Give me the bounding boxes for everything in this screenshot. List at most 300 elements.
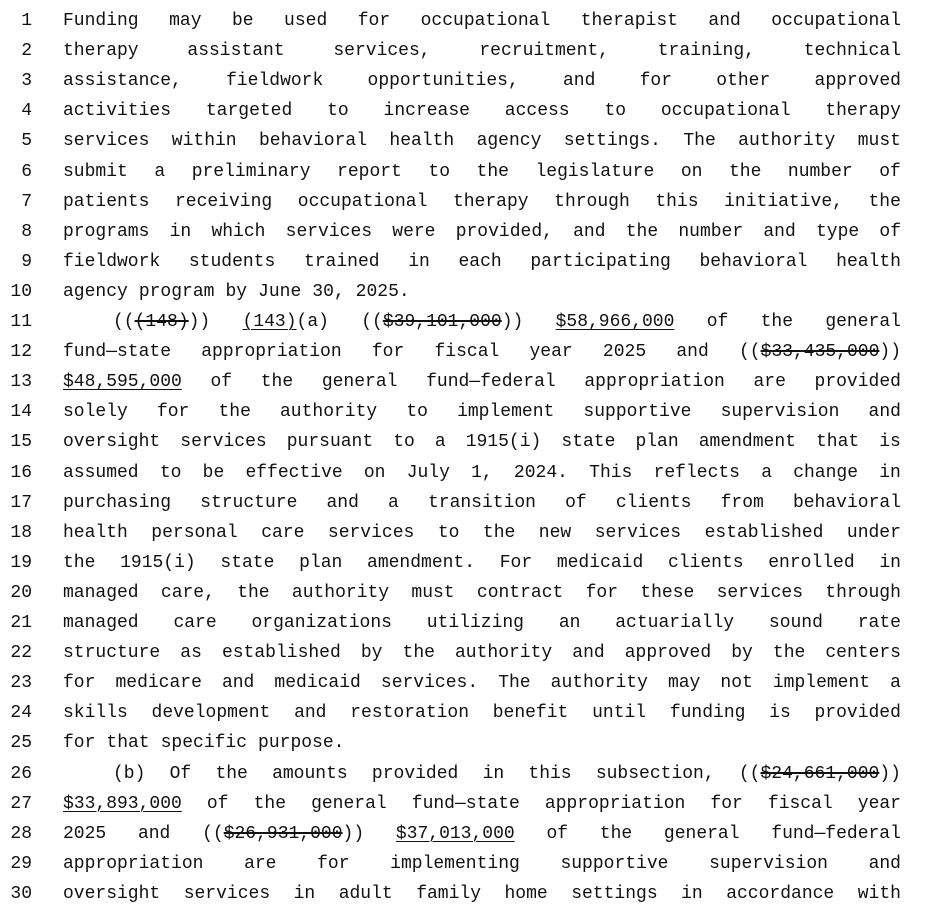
word: [272, 763, 348, 785]
word: authority: [291, 582, 390, 603]
word: for: [317, 853, 350, 874]
line-text: [113, 763, 901, 785]
word: medicare: [115, 673, 202, 694]
text-fragment: ((: [361, 312, 383, 332]
word: [63, 341, 171, 363]
word: [815, 371, 901, 393]
word: The: [683, 131, 716, 152]
word: in: [169, 221, 192, 242]
text-fragment: subsection,: [595, 763, 715, 784]
word: 1,: [471, 462, 493, 483]
line-number: 21: [10, 613, 32, 633]
word: for: [156, 402, 190, 423]
line-text: [63, 793, 901, 815]
word: fieldwork: [63, 251, 161, 272]
word: [201, 341, 341, 363]
line-number: 23: [10, 673, 32, 694]
word: patients: [63, 191, 150, 212]
line-number: 11: [10, 312, 32, 332]
word: implement: [457, 402, 555, 423]
line-number: 28: [10, 823, 32, 844]
text-fragment: of: [546, 823, 569, 844]
word: [113, 763, 145, 785]
word: amendment.: [367, 552, 476, 573]
word: under: [846, 522, 901, 543]
word: from: [720, 492, 764, 513]
word: utilizing: [426, 613, 524, 633]
word: development: [151, 703, 271, 724]
word: health: [836, 251, 901, 272]
text-fragment: the: [260, 372, 294, 393]
word: in: [408, 251, 430, 272]
word: as: [180, 643, 202, 664]
word: the: [63, 552, 96, 573]
word: occupational: [771, 11, 901, 31]
word: other: [716, 71, 771, 92]
word: structure: [200, 492, 298, 513]
line-text: [63, 371, 901, 393]
word: home: [504, 883, 548, 904]
line-number: 3: [21, 71, 32, 92]
text-fragment: the: [599, 823, 633, 844]
word: programs: [63, 221, 150, 242]
word: assistant: [187, 41, 285, 62]
word: agency: [476, 131, 542, 152]
word: in: [681, 883, 703, 904]
word: [170, 763, 192, 785]
deleted-text: $33,435,000: [760, 342, 880, 363]
document-line: [0, 431, 933, 461]
word: supportive: [583, 402, 692, 423]
word: [858, 793, 901, 815]
text-fragment: in: [482, 763, 505, 784]
word: 2025.: [355, 281, 410, 302]
word: that: [815, 432, 860, 453]
word: 2024.: [513, 462, 568, 483]
text-fragment: and: [676, 342, 709, 363]
word: benefit: [492, 703, 569, 724]
inserted-text: $48,595,000: [63, 372, 182, 393]
word: supervision: [720, 402, 840, 423]
line-text: [63, 883, 901, 905]
line-text: [63, 612, 901, 634]
document-line: [0, 161, 933, 191]
word: were: [392, 221, 436, 242]
word: [739, 341, 901, 363]
text-fragment: (a): [296, 312, 329, 332]
word: authority: [454, 643, 553, 664]
line-text: [63, 552, 901, 574]
document-line: [0, 702, 933, 732]
text-fragment: general: [663, 823, 740, 844]
line-text: [63, 130, 901, 152]
line-number: 25: [10, 733, 32, 754]
text-fragment: 2025: [63, 823, 107, 844]
word: to: [604, 101, 627, 122]
word: an: [558, 613, 581, 633]
word: July: [406, 462, 450, 483]
document-line: [0, 100, 933, 130]
word: is: [769, 703, 791, 724]
word: a: [434, 432, 446, 453]
word: medicaid: [274, 673, 361, 694]
text-fragment: and: [137, 823, 171, 844]
word: organizations: [251, 613, 392, 633]
word: occupational: [297, 191, 428, 212]
text-fragment: amounts: [272, 763, 348, 784]
word: this: [655, 191, 699, 212]
document-line: [0, 672, 933, 702]
word: of: [565, 492, 587, 513]
word: 1915(i): [465, 432, 542, 453]
word: [596, 763, 715, 785]
text-fragment: )): [188, 312, 211, 332]
line-number: 24: [10, 703, 32, 724]
word: is: [879, 432, 901, 453]
word: behavioral: [258, 131, 368, 152]
word: plan: [635, 432, 679, 453]
word: may: [169, 11, 202, 31]
word: care,: [160, 582, 215, 603]
word: provided,: [455, 221, 553, 242]
word: with: [857, 883, 901, 904]
word: a: [154, 161, 166, 182]
word: for: [63, 733, 96, 754]
word: care: [261, 522, 305, 543]
text-fragment: for: [710, 793, 743, 814]
word: 1915(i): [120, 552, 196, 573]
word: a: [761, 462, 772, 483]
text-fragment: )): [501, 312, 524, 332]
line-number: 6: [21, 161, 32, 182]
line-text: [113, 311, 901, 333]
text-fragment: appropriation: [584, 372, 725, 393]
text-fragment: the: [760, 312, 794, 332]
word: and: [573, 221, 606, 242]
word: clients: [615, 492, 692, 513]
text-fragment: appropriation: [201, 342, 342, 363]
word: to: [428, 161, 450, 182]
line-text: [63, 40, 901, 62]
word: restoration: [350, 703, 470, 724]
document-line: [0, 823, 933, 853]
word: clients: [667, 552, 744, 573]
word: authority: [738, 131, 836, 152]
word: [710, 793, 742, 815]
word: [771, 823, 901, 845]
word: access: [504, 101, 570, 122]
text-fragment: the: [215, 763, 248, 784]
word: established: [704, 522, 824, 543]
word: authority: [280, 402, 378, 423]
word: each: [458, 251, 502, 272]
word: for: [63, 673, 96, 694]
line-number: 15: [10, 432, 32, 453]
word: [63, 793, 182, 815]
word: and: [572, 643, 605, 664]
word: the: [482, 522, 516, 543]
word: [546, 823, 568, 845]
word: supervision: [709, 853, 828, 874]
line-number: 18: [10, 522, 32, 543]
line-number: 26: [10, 763, 32, 784]
word: these: [640, 582, 695, 603]
word: supportive: [560, 853, 669, 874]
word: implementing: [390, 853, 520, 874]
word: state: [561, 432, 616, 453]
word: 30,: [312, 281, 345, 302]
word: solely: [63, 402, 128, 423]
word: the: [625, 221, 659, 242]
word: are: [244, 853, 277, 874]
word: initiative,: [724, 191, 843, 212]
deleted-text: $24,661,000: [760, 763, 880, 784]
word: [584, 371, 724, 393]
line-number: 4: [21, 101, 32, 122]
word: to: [159, 462, 182, 483]
word: occupational: [420, 11, 551, 31]
word: and: [326, 492, 359, 513]
line-text: [63, 823, 901, 845]
word: services: [180, 432, 267, 453]
word: contract: [476, 582, 564, 603]
word: behavioral: [699, 251, 808, 272]
text-fragment: fiscal: [767, 793, 833, 814]
document-line: [0, 40, 933, 70]
word: oversight: [63, 432, 161, 453]
word: services: [716, 582, 803, 603]
line-number: 22: [10, 643, 32, 664]
document-line: [0, 191, 933, 221]
word: of: [879, 221, 901, 242]
text-fragment: year: [857, 793, 901, 814]
word: occupational: [660, 101, 791, 122]
word: agency: [63, 281, 128, 302]
text-fragment: )): [879, 342, 901, 363]
word: and: [868, 853, 901, 874]
text-fragment: ((: [738, 763, 761, 784]
word: approved: [624, 643, 712, 664]
text-fragment: general: [825, 312, 901, 332]
word: approved: [814, 71, 901, 92]
text-fragment: (b): [113, 763, 146, 784]
word: managed: [63, 582, 139, 603]
text-fragment: ((: [202, 823, 224, 844]
word: purchasing: [63, 492, 172, 513]
document-line: [0, 612, 933, 642]
document-line: [0, 883, 933, 913]
word: amendment: [698, 432, 796, 453]
word: [707, 311, 729, 333]
word: [530, 341, 573, 363]
word: rate: [857, 613, 901, 633]
word: must: [411, 582, 455, 603]
line-text: [63, 10, 901, 32]
word: established: [221, 643, 341, 664]
word: services: [594, 522, 682, 543]
deleted-text: $26,931,000: [223, 823, 343, 844]
word: participating: [530, 251, 671, 272]
word: [261, 371, 293, 393]
word: structure: [63, 643, 161, 664]
document-line: [0, 371, 933, 401]
text-fragment: year: [529, 342, 573, 363]
word: [202, 823, 364, 845]
word: The: [498, 673, 531, 694]
word: [322, 371, 398, 393]
word: on: [680, 161, 703, 182]
word: services: [63, 131, 150, 152]
document-line: [0, 401, 933, 431]
line-text: [63, 401, 901, 423]
word: skills: [63, 703, 128, 724]
word: new: [538, 522, 572, 543]
document-line: [0, 853, 933, 883]
word: on: [363, 462, 386, 483]
word: and: [221, 673, 255, 694]
word: services: [327, 522, 415, 543]
word: preliminary: [191, 161, 311, 182]
line-text: [63, 522, 901, 544]
word: used: [284, 11, 328, 31]
inserted-text: $37,013,000: [395, 823, 515, 844]
word: oversight: [63, 883, 161, 904]
word: receiving: [174, 191, 273, 212]
text-fragment: provided: [814, 372, 901, 393]
word: [207, 793, 229, 815]
word: family: [416, 883, 482, 904]
word: sound: [768, 613, 823, 633]
document-line: [0, 221, 933, 251]
word: [210, 371, 232, 393]
word: through: [554, 191, 630, 212]
word: [528, 763, 571, 785]
word: [483, 763, 505, 785]
line-number: 5: [21, 131, 32, 152]
word: transition: [427, 492, 536, 513]
word: a: [388, 492, 399, 513]
word: and: [294, 703, 327, 724]
word: [768, 793, 833, 815]
word: by: [360, 643, 383, 664]
word: [426, 371, 556, 393]
word: recruitment,: [479, 41, 609, 62]
word: be: [202, 462, 225, 483]
line-text: [63, 100, 901, 122]
word: for: [357, 11, 391, 31]
line-number: 14: [10, 402, 32, 423]
word: change: [793, 462, 859, 483]
document-line: [0, 130, 933, 160]
word: therapist: [580, 11, 678, 31]
text-fragment: fund—state: [63, 342, 172, 363]
text-fragment: the: [253, 793, 286, 814]
line-text: [63, 462, 901, 484]
document-line: [0, 793, 933, 823]
word: authority: [550, 673, 648, 694]
text-fragment: for: [371, 342, 405, 363]
word: and: [708, 11, 741, 31]
text-fragment: appropriation: [544, 793, 686, 814]
word: therapy: [452, 191, 529, 212]
inserted-text: (143): [242, 312, 297, 332]
deleted-text: $39,101,000: [382, 312, 502, 332]
word: services.: [380, 673, 479, 694]
word: [311, 793, 387, 815]
word: [396, 823, 515, 845]
word: opportunities,: [367, 71, 519, 92]
word: services,: [333, 41, 431, 62]
line-text: [63, 281, 901, 303]
word: the: [218, 402, 251, 423]
word: which: [211, 221, 266, 242]
word: report: [337, 161, 402, 182]
word: not: [720, 673, 753, 694]
line-number: 1: [21, 11, 32, 31]
word: [664, 823, 740, 845]
word: centers: [825, 643, 901, 664]
word: settings: [571, 883, 658, 904]
word: June: [258, 281, 302, 302]
word: for: [639, 71, 673, 92]
text-fragment: general: [321, 372, 398, 393]
word: [372, 763, 458, 785]
word: may: [667, 673, 701, 694]
word: [243, 311, 329, 333]
word: the: [772, 643, 806, 664]
word: [825, 311, 901, 333]
word: [412, 793, 520, 815]
line-text: [63, 341, 901, 363]
word: enrolled: [768, 552, 855, 573]
word: [63, 371, 182, 393]
document-line: [0, 341, 933, 371]
word: services: [183, 883, 271, 904]
word: the: [237, 582, 270, 603]
word: [603, 341, 646, 363]
word: by: [731, 643, 753, 664]
word: through: [825, 582, 901, 603]
word: technical: [803, 41, 901, 62]
word: for: [585, 582, 618, 603]
word: adult: [338, 883, 393, 904]
line-text: [63, 191, 901, 213]
word: This: [589, 462, 633, 483]
word: submit: [63, 161, 128, 182]
word: the: [476, 161, 509, 182]
text-fragment: 2025: [602, 342, 647, 363]
word: in: [879, 462, 901, 483]
line-text: [63, 221, 901, 243]
word: must: [857, 131, 901, 152]
word: specific: [160, 733, 248, 754]
document-line: [0, 281, 933, 311]
word: to: [406, 402, 428, 423]
text-fragment: of: [210, 372, 233, 393]
line-number: 9: [21, 251, 32, 272]
document-line: [0, 462, 933, 492]
word: effective: [245, 462, 343, 483]
text-fragment: fund—state: [411, 793, 520, 814]
line-text: [63, 251, 901, 273]
word: in: [293, 883, 316, 904]
line-number: 8: [21, 221, 32, 242]
word: activities: [63, 101, 172, 122]
document-line: [0, 582, 933, 612]
word: implement: [772, 673, 871, 694]
word: of: [879, 161, 901, 182]
line-number: 12: [10, 342, 32, 363]
